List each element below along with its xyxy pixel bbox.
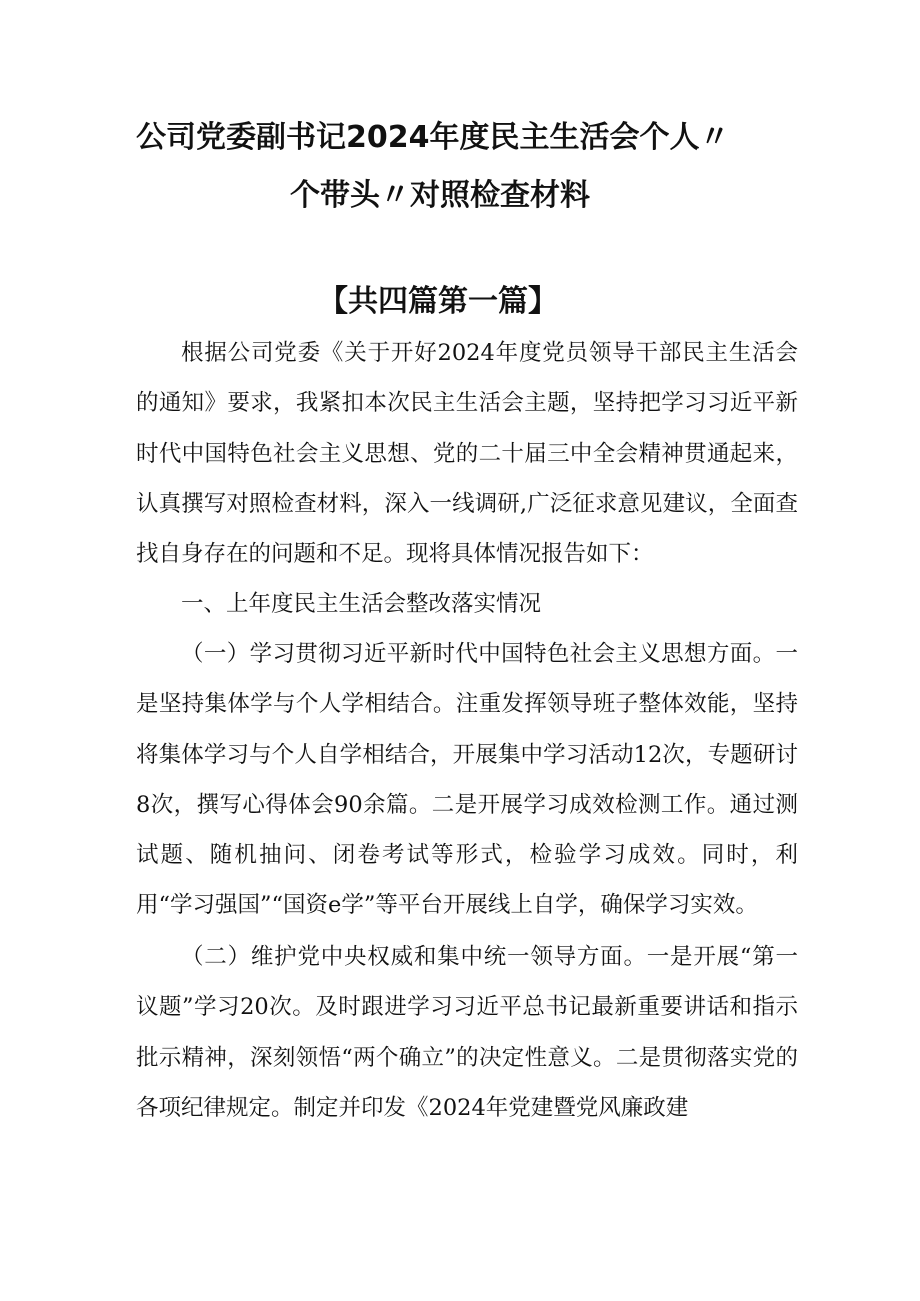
document-title-line-2: 个带头〃对照检查材料: [290, 178, 590, 213]
paragraph-section-1-2: （二）维护党中央权威和集中统一领导方面。一是开展“第一议题”学习20次。及时跟进学习习近平总书记最新重要讲话和指示批示精神，深刻领悟“两个确立”的决定性意义。二是贯彻落实党的各项纪律规定。制定并印发《2024年党建暨党风廉政建: [136, 944, 798, 1121]
section-heading-1: 一、上年度民主生活会整改落实情况: [181, 591, 542, 617]
paragraph-intro: 根据公司党委《关于开好2024年度党员领导干部民主生活会的通知》要求，我紧扣本次民主生活会主题，坚持把学习习近平新时代中国特色社会主义思想、党的二十届三中全会精神贯通起来，认真撰写对照检查材料，深入一线调研,广泛征求意见建议，全面查找自身存在的问题和不足。现将具体情况报告如下：: [136, 340, 798, 568]
document-subtitle: 【共四篇第一篇】: [318, 284, 558, 319]
paragraph-section-1-1: （一）学习贯彻习近平新时代中国特色社会主义思想方面。一是坚持集体学与个人学相结合。注重发挥领导班子整体效能，坚持将集体学习与个人自学相结合，开展集中学习活动12次，专题研讨8次，撰写心得体会90余篇。二是开展学习成效检测工作。通过测试题、随机抽问、闭卷考试等形式，检验学习成效。同时，利用“学习强国”“国资e学”等平台开展线上自学，确保学习实效。: [136, 641, 798, 919]
document-title-line-1: 公司党委副书记2024年度民主生活会个人〃: [136, 120, 730, 155]
